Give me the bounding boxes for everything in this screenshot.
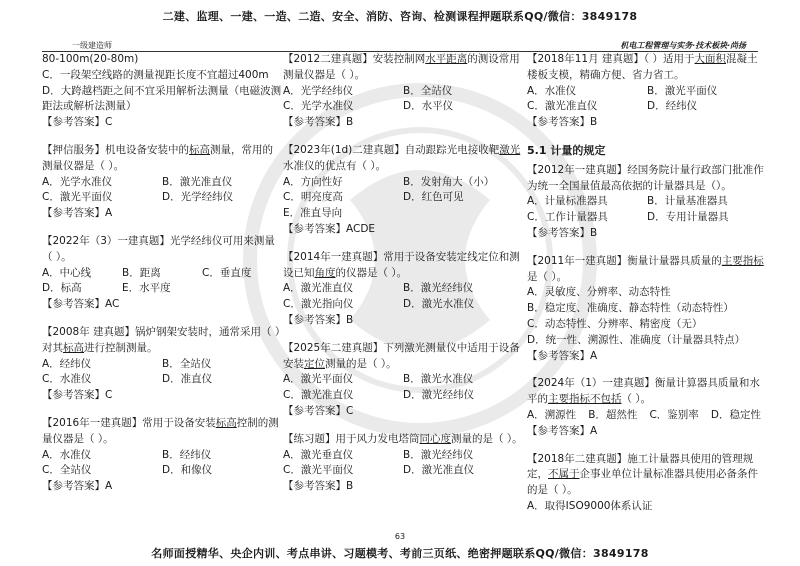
answer: 【参考答案】B: [527, 226, 598, 239]
option: C．激光平面仪: [42, 191, 113, 204]
option: D．激光准直仪: [403, 464, 475, 477]
option: A．激光准直仪: [283, 282, 354, 295]
option: B．激光经纬仪: [403, 282, 474, 295]
options: [527, 84, 767, 116]
option: B．激光水准仪: [403, 373, 474, 386]
question-text: 【练习题】用于风力发电塔筒同心度测量的是（ ）。: [283, 432, 523, 445]
options: [527, 285, 767, 348]
options: [42, 175, 282, 207]
options: [283, 448, 523, 480]
question: [527, 52, 767, 131]
question-text: 【2008年 建真题】锅炉钢架安装时，通常采用（ ）对其标高进行控制测量。: [42, 325, 281, 354]
page-number: 63: [394, 532, 406, 541]
option: D．红色可见: [403, 191, 464, 204]
option: C．激光准直仪: [527, 100, 598, 113]
answer: 【参考答案】AC: [42, 298, 120, 311]
option: A．取得ISO9000体系认证: [527, 499, 653, 512]
question: [527, 163, 767, 242]
column-middle: [283, 52, 523, 507]
option: A．水准仪: [527, 84, 577, 97]
question: [42, 143, 282, 222]
answer: 【参考答案】B: [283, 313, 354, 326]
question: [42, 416, 282, 495]
question-text: 【2012二建真题】安装控制网水平距离的测设常用测量仪器是（ ）。: [283, 53, 520, 81]
option: D．光学经纬仪: [162, 191, 234, 204]
question: [283, 432, 523, 495]
option: A．计量标准器具: [527, 195, 608, 208]
question: [527, 452, 767, 515]
option: D．标高: [42, 282, 82, 295]
carry-line: D．大跨越档距之间不宜采用解析法测量（电磁波测距法或解析法测量）: [42, 84, 282, 113]
answer: 【参考答案】B: [527, 116, 598, 129]
option: D．专用计量器具: [647, 211, 729, 224]
option: D．激光经纬仪: [403, 389, 475, 402]
option: A．光学经纬仪: [283, 84, 354, 97]
option: E．准直导向: [283, 207, 343, 220]
option: B．稳定度、准确度、静态特性（动态特性）: [527, 302, 734, 315]
answer: 【参考答案】B: [283, 116, 354, 129]
options: [42, 448, 282, 480]
answer: 【参考答案】C: [42, 389, 113, 402]
answer: 【参考答案】ACDE: [283, 222, 376, 235]
answer: 【参考答案】B: [283, 480, 354, 493]
answer: 【参考答案】C: [42, 116, 113, 129]
option: B．超然性: [588, 408, 638, 421]
options: [283, 84, 523, 116]
section-title: 5.1 计量的规定: [527, 143, 606, 157]
question-text: 【2022年（3）一建真题】光学经纬仪可用来测量（ ）。: [42, 234, 275, 263]
question: [527, 254, 767, 365]
question-text: 【2018年二建真题】施工计量器具使用的管理规定，不属于企事业单位计量标准器具使用必备条件的是（ ）。: [527, 452, 758, 497]
option: D．统一性、溯源性、准确度（计量器具特点）: [527, 333, 746, 346]
question-text: 【2016年一建真题】常用于设备安装标高控制的测量仪器是（ ）。: [42, 416, 279, 445]
option: B．计量基准器具: [647, 195, 728, 208]
option: C．水准仪: [42, 373, 92, 386]
question-text: 【2011年一建真题】衡量计量器具质量的主要指标是（ ）。: [527, 254, 764, 283]
options: [527, 194, 767, 226]
column-left: [42, 52, 282, 507]
option: C．工作计量器具: [527, 211, 608, 224]
option: B．全站仪: [403, 84, 453, 97]
answer: 【参考答案】A: [42, 480, 113, 493]
answer: 【参考答案】C: [283, 404, 354, 417]
option: A．水准仪: [42, 448, 92, 461]
option: D．和像仪: [162, 464, 213, 477]
options: [283, 281, 523, 313]
question-text: 【2024年（1）一建真题】衡量计算器具质量和水平的主要指标不包括（ ）。: [527, 377, 760, 406]
option: B．距离: [122, 266, 161, 279]
option: E．水平度: [122, 282, 171, 295]
question: [283, 143, 523, 238]
answer: 【参考答案】A: [527, 349, 598, 362]
question-text: 【2023年(1d)二建真题】自动跟踪光电接收靶激光水准仪的优点有（ ）。: [283, 143, 521, 172]
carry-line: 80-100m(20-80m): [42, 53, 139, 65]
option: D．激光水准仪: [403, 298, 475, 311]
options: [42, 357, 282, 389]
option: B．经纬仪: [162, 448, 212, 461]
column-right: [527, 52, 767, 527]
option: D．准直仪: [162, 373, 213, 386]
answer: 【参考答案】A: [527, 424, 598, 437]
question-text: 【2014年一建真题】常用于设备安装定线定位和测设已知角度的仪器是（ ）。: [283, 250, 520, 279]
option: B．发射角大（小）: [403, 175, 495, 188]
question: [283, 250, 523, 329]
question: [42, 234, 282, 313]
options: [42, 266, 282, 298]
options: [283, 372, 523, 404]
question: [283, 52, 523, 131]
option: A．溯源性: [527, 408, 577, 421]
option: A．方向性好: [283, 175, 343, 188]
header-banner: 二建、监理、一建、一造、二造、安全、消防、咨询、检测课程押题联系QQ/微信：3849178: [162, 10, 638, 23]
option: C．激光平面仪: [283, 464, 354, 477]
option: A．中心线: [42, 266, 92, 279]
options: [527, 499, 767, 515]
option: D．经纬仪: [647, 100, 698, 113]
option: C．垂直度: [202, 266, 252, 279]
running-head-left: 一级建造师: [72, 41, 112, 50]
option: C．激光指向仪: [283, 298, 354, 311]
option: C．鉴别率: [649, 408, 699, 421]
option: A．光学水准仪: [42, 175, 113, 188]
carry-line: C．一段架空线路的测量视距长度不宜超过400m: [42, 68, 269, 81]
option: B．激光准直仪: [162, 175, 233, 188]
option: A．激光垂直仪: [283, 448, 354, 461]
options: [283, 175, 523, 222]
options: [527, 408, 767, 424]
footer-banner: 名师面授精华、央企内训、考点串讲、习题模考、考前三页纸、绝密押题联系QQ/微信：3849178: [151, 547, 649, 560]
option: B．激光经纬仪: [403, 448, 474, 461]
question: [283, 341, 523, 420]
option: A．经纬仪: [42, 357, 92, 370]
question-text: 【2025年二建真题】下列激光测量仪中适用于设备安装定位测量的是（ ）。: [283, 341, 520, 370]
option: B．全站仪: [162, 357, 212, 370]
option: D．水平仪: [403, 100, 454, 113]
question-text: 【押信服务】机电设备安装中的标高测量，常用的测量仪器是（ ）。: [42, 143, 273, 172]
answer: 【参考答案】A: [42, 207, 113, 220]
question: [42, 325, 282, 404]
option: D．稳定性: [710, 408, 761, 421]
option: C．激光准直仪: [283, 389, 354, 402]
option: C．全站仪: [42, 464, 92, 477]
option: B．激光平面仪: [647, 84, 718, 97]
option: C．光学水准仪: [283, 100, 354, 113]
question-carryover: [42, 52, 282, 131]
option: C．动态特性、分辨率、精密度（无）: [527, 317, 703, 330]
question-text: 【2018年11月 建真题】（ ）适用于大面积混凝土楼板支模，精确方便、省力省工。: [527, 53, 758, 81]
question-text: 【2012年一建真题】经国务院计量行政部门批准作为统一全国量值最高依据的计量器具是（）。: [527, 163, 764, 192]
option: A．激光平面仪: [283, 373, 354, 386]
running-head: [42, 40, 758, 52]
question: [527, 376, 767, 439]
running-head-right: 机电工程管理与实务·技术板块·尚扬: [620, 40, 746, 50]
option: C．明亮度高: [283, 191, 343, 204]
option: A．灵敏度、分辨率、动态特性: [527, 286, 671, 299]
